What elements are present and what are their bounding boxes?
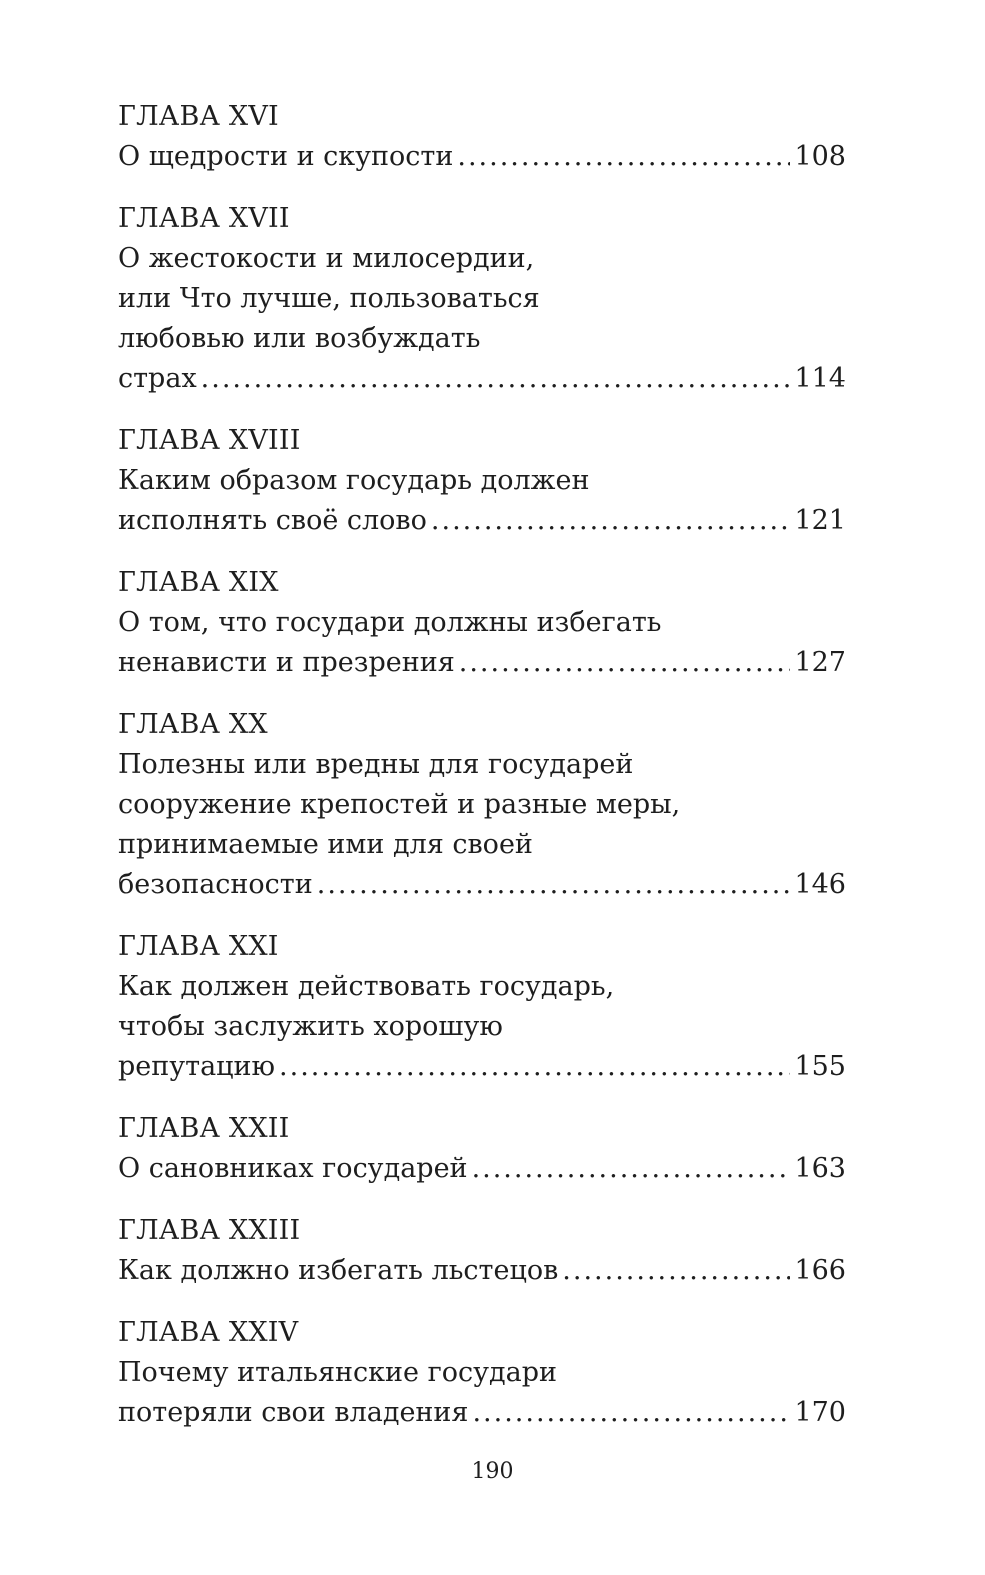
chapter-label: ГЛАВА XXII	[118, 1113, 290, 1144]
toc-entry-chapter-17	[118, 199, 846, 399]
page-reference: 170	[794, 1397, 846, 1428]
chapter-title: потеряли свои владения	[118, 1397, 469, 1428]
toc-entry-chapter-21	[118, 927, 846, 1087]
chapter-title: страх	[118, 363, 197, 394]
chapter-label: ГЛАВА XXI	[118, 931, 279, 962]
chapter-title-line: Как должен действовать государь,	[118, 971, 615, 1002]
chapter-label: ГЛАВА XVIII	[118, 425, 301, 456]
dot-leader	[201, 359, 791, 399]
dot-leader	[279, 1047, 790, 1087]
chapter-title-line: или Что лучше, пользоваться	[118, 283, 540, 314]
dot-leader	[317, 865, 791, 905]
chapter-title-line: любовью или возбуждать	[118, 323, 481, 354]
toc-leader-line[interactable]	[118, 501, 846, 541]
chapter-label: ГЛАВА XVII	[118, 203, 290, 234]
chapter-title-line: сооружение крепостей и разные меры,	[118, 789, 681, 820]
page-reference: 127	[794, 647, 846, 678]
page-reference: 155	[794, 1051, 846, 1082]
toc-entry-chapter-19	[118, 563, 846, 683]
page-number: 190	[471, 1459, 514, 1484]
chapter-title-line: принимаемые ими для своей	[118, 829, 533, 860]
toc-entry-chapter-18	[118, 421, 846, 541]
page-reference: 163	[794, 1153, 846, 1184]
chapter-title-line: О том, что государи должны избегать	[118, 607, 662, 638]
toc-leader-line[interactable]	[118, 643, 846, 683]
toc-leader-line[interactable]	[118, 865, 846, 905]
chapter-label: ГЛАВА XIX	[118, 567, 279, 598]
chapter-label: ГЛАВА XX	[118, 709, 268, 740]
chapter-title: О щедрости и скупости	[118, 141, 454, 172]
toc-entry-chapter-23	[118, 1211, 846, 1291]
toc-leader-line[interactable]	[118, 137, 846, 177]
page-reference: 121	[794, 505, 846, 536]
toc-entry-chapter-16	[118, 97, 846, 177]
chapter-label: ГЛАВА XXIII	[118, 1215, 301, 1246]
chapter-title: безопасности	[118, 869, 313, 900]
chapter-title-line: Полезны или вредны для государей	[118, 749, 634, 780]
page-reference: 114	[794, 363, 846, 394]
chapter-title-line: О жестокости и милосердии,	[118, 243, 535, 274]
dot-leader	[562, 1251, 790, 1291]
chapter-title: О сановниках государей	[118, 1153, 468, 1184]
toc-leader-line[interactable]	[118, 1149, 846, 1189]
dot-leader	[472, 1149, 791, 1189]
toc-entry-chapter-22	[118, 1109, 846, 1189]
page-reference: 108	[794, 141, 846, 172]
table-of-contents	[118, 97, 846, 1455]
chapter-label: ГЛАВА XVI	[118, 101, 279, 132]
toc-entry-chapter-20	[118, 705, 846, 905]
dot-leader	[472, 1393, 790, 1433]
page-reference: 146	[794, 869, 846, 900]
toc-leader-line[interactable]	[118, 1251, 846, 1291]
chapter-title-line: чтобы заслужить хорошую	[118, 1011, 503, 1042]
chapter-title: Как должно избегать льстецов	[118, 1255, 559, 1286]
chapter-title-line: Каким образом государь должен	[118, 465, 590, 496]
toc-leader-line[interactable]	[118, 1047, 846, 1087]
dot-leader	[459, 643, 791, 683]
dot-leader	[457, 137, 790, 177]
chapter-title: репутацию	[118, 1051, 276, 1082]
chapter-title: исполнять своё слово	[118, 505, 427, 536]
dot-leader	[431, 501, 791, 541]
toc-leader-line[interactable]	[118, 359, 846, 399]
page-reference: 166	[794, 1255, 846, 1286]
chapter-label: ГЛАВА XXIV	[118, 1317, 299, 1348]
chapter-title: ненависти и презрения	[118, 647, 455, 678]
chapter-title-line: Почему итальянские государи	[118, 1357, 557, 1388]
toc-leader-line[interactable]	[118, 1393, 846, 1433]
toc-entry-chapter-24	[118, 1313, 846, 1433]
